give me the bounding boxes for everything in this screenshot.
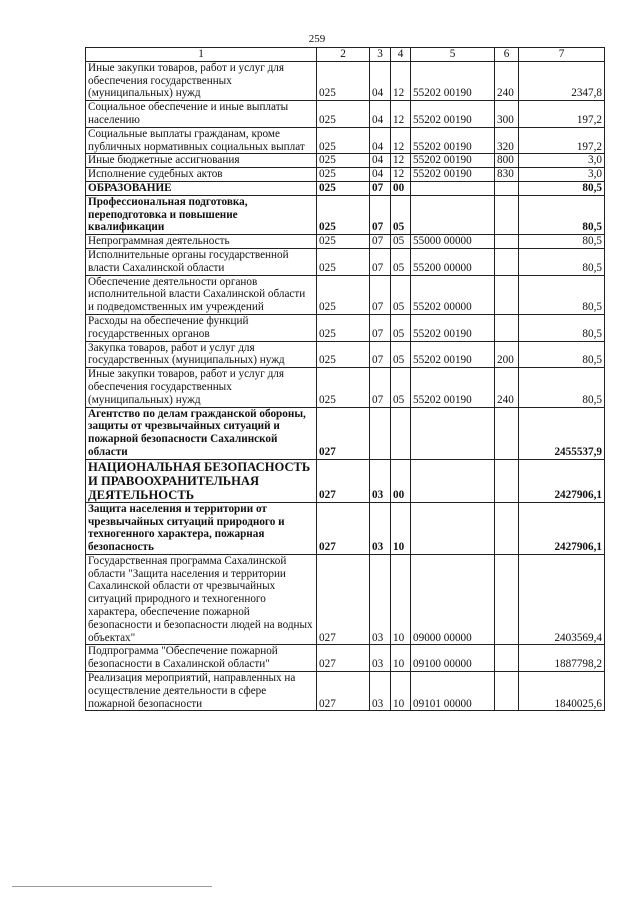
row-target-article-cell (411, 459, 495, 502)
row-section-cell (370, 407, 391, 459)
footer-divider (12, 886, 212, 887)
row-name-cell: Агентство по делам гражданской обороны, защиты от чрезвычайных ситуаций и пожарной безопасности Сахалинской области (86, 407, 317, 459)
row-target-article-cell: 09100 00000 (411, 645, 495, 672)
row-amount-cell: 80,5 (519, 341, 605, 368)
row-expense-type-cell (495, 195, 519, 234)
row-ved-cell: 025 (317, 168, 370, 182)
table-row (86, 554, 605, 645)
row-subsection-cell: 10 (391, 502, 411, 554)
row-target-article-cell: 55202 00190 (411, 314, 495, 341)
row-name-cell: Государственная программа Сахалинской области "Защита населения и территории Сахалинской области от чрезвычайных ситуаций природного и техногенного характера, обеспечение пожарной безопасности и безопасности людей на водных объектах" (86, 554, 317, 645)
row-ved-cell: 025 (317, 314, 370, 341)
row-expense-type-cell: 800 (495, 154, 519, 168)
row-subsection-cell: 12 (391, 154, 411, 168)
row-amount-cell: 2347,8 (519, 61, 605, 100)
row-expense-type-cell (495, 181, 519, 195)
row-name-cell: Защита населения и территории от чрезвычайных ситуаций природного и техногенного характера, пожарная безопасность (86, 502, 317, 554)
row-amount-cell: 2455537,9 (519, 407, 605, 459)
row-expense-type-cell: 200 (495, 341, 519, 368)
row-subsection-cell (391, 407, 411, 459)
row-name-cell: Подпрограмма "Обеспечение пожарной безопасности в Сахалинской области" (86, 645, 317, 672)
row-expense-type-cell (495, 248, 519, 275)
row-target-article-cell: 55000 00000 (411, 235, 495, 249)
table-row (86, 168, 605, 182)
row-expense-type-cell: 830 (495, 168, 519, 182)
table-row (86, 275, 605, 314)
column-header: 6 (495, 48, 519, 62)
row-amount-cell: 80,5 (519, 275, 605, 314)
column-header: 4 (391, 48, 411, 62)
row-subsection-cell: 05 (391, 341, 411, 368)
row-section-cell: 04 (370, 61, 391, 100)
row-subsection-cell: 10 (391, 672, 411, 711)
row-section-cell: 03 (370, 672, 391, 711)
table-row (86, 341, 605, 368)
row-section-cell: 04 (370, 168, 391, 182)
table-row (86, 181, 605, 195)
table-row (86, 407, 605, 459)
row-amount-cell: 80,5 (519, 368, 605, 407)
row-ved-cell: 025 (317, 195, 370, 234)
row-subsection-cell: 05 (391, 195, 411, 234)
table-row (86, 235, 605, 249)
row-expense-type-cell: 240 (495, 368, 519, 407)
row-amount-cell: 2427906,1 (519, 502, 605, 554)
row-expense-type-cell (495, 554, 519, 645)
row-target-article-cell: 55202 00190 (411, 127, 495, 154)
row-ved-cell: 025 (317, 181, 370, 195)
table-row (86, 195, 605, 234)
row-section-cell: 07 (370, 248, 391, 275)
row-subsection-cell: 05 (391, 368, 411, 407)
row-target-article-cell (411, 407, 495, 459)
row-ved-cell: 025 (317, 127, 370, 154)
column-header: 1 (86, 48, 317, 62)
row-subsection-cell: 10 (391, 554, 411, 645)
row-name-cell: Иные закупки товаров, работ и услуг для обеспечения государственных (муниципальных) нужд (86, 368, 317, 407)
column-number-row (86, 48, 605, 62)
row-target-article-cell: 55202 00000 (411, 275, 495, 314)
row-subsection-cell: 12 (391, 61, 411, 100)
table-row (86, 502, 605, 554)
row-target-article-cell: 55200 00000 (411, 248, 495, 275)
row-ved-cell: 025 (317, 61, 370, 100)
row-name-cell: Исполнение судебных актов (86, 168, 317, 182)
row-section-cell: 03 (370, 554, 391, 645)
row-ved-cell: 025 (317, 341, 370, 368)
row-expense-type-cell: 320 (495, 127, 519, 154)
column-header: 2 (317, 48, 370, 62)
row-amount-cell: 197,2 (519, 101, 605, 128)
table-row (86, 459, 605, 502)
row-expense-type-cell (495, 459, 519, 502)
row-name-cell: ОБРАЗОВАНИЕ (86, 181, 317, 195)
row-subsection-cell: 00 (391, 181, 411, 195)
row-section-cell: 03 (370, 459, 391, 502)
row-target-article-cell: 09000 00000 (411, 554, 495, 645)
row-expense-type-cell (495, 235, 519, 249)
row-section-cell: 07 (370, 368, 391, 407)
row-subsection-cell: 12 (391, 168, 411, 182)
row-section-cell: 07 (370, 314, 391, 341)
row-ved-cell: 027 (317, 554, 370, 645)
row-name-cell: Социальные выплаты гражданам, кроме публичных нормативных социальных выплат (86, 127, 317, 154)
table-body (86, 48, 605, 711)
budget-table (85, 47, 605, 711)
table-row (86, 314, 605, 341)
row-target-article-cell: 55202 00190 (411, 368, 495, 407)
row-subsection-cell: 10 (391, 645, 411, 672)
row-target-article-cell: 55202 00190 (411, 154, 495, 168)
row-ved-cell: 025 (317, 248, 370, 275)
row-name-cell: Социальное обеспечение и иные выплаты населению (86, 101, 317, 128)
row-expense-type-cell: 240 (495, 61, 519, 100)
row-section-cell: 07 (370, 275, 391, 314)
row-expense-type-cell (495, 314, 519, 341)
row-target-article-cell: 55202 00190 (411, 168, 495, 182)
row-subsection-cell: 05 (391, 314, 411, 341)
row-ved-cell: 027 (317, 407, 370, 459)
row-name-cell: Иные бюджетные ассигнования (86, 154, 317, 168)
row-subsection-cell: 00 (391, 459, 411, 502)
row-expense-type-cell (495, 407, 519, 459)
row-ved-cell: 027 (317, 645, 370, 672)
column-header: 5 (411, 48, 495, 62)
row-ved-cell: 025 (317, 154, 370, 168)
row-section-cell: 07 (370, 235, 391, 249)
row-amount-cell: 3,0 (519, 154, 605, 168)
column-header: 7 (519, 48, 605, 62)
row-target-article-cell (411, 195, 495, 234)
row-ved-cell: 025 (317, 101, 370, 128)
table-row (86, 127, 605, 154)
row-section-cell: 07 (370, 341, 391, 368)
row-ved-cell: 027 (317, 502, 370, 554)
row-name-cell: Обеспечение деятельности органов исполнительной власти Сахалинской области и подведомственных им учреждений (86, 275, 317, 314)
row-subsection-cell: 05 (391, 275, 411, 314)
row-amount-cell: 80,5 (519, 314, 605, 341)
row-section-cell: 03 (370, 645, 391, 672)
row-subsection-cell: 05 (391, 248, 411, 275)
row-name-cell: Исполнительные органы государственной власти Сахалинской области (86, 248, 317, 275)
row-section-cell: 07 (370, 195, 391, 234)
row-expense-type-cell (495, 502, 519, 554)
row-subsection-cell: 12 (391, 101, 411, 128)
row-section-cell: 04 (370, 127, 391, 154)
row-amount-cell: 197,2 (519, 127, 605, 154)
row-ved-cell: 027 (317, 672, 370, 711)
row-target-article-cell (411, 181, 495, 195)
column-header: 3 (370, 48, 391, 62)
row-name-cell: Профессиональная подготовка, переподготовка и повышение квалификации (86, 195, 317, 234)
row-amount-cell: 80,5 (519, 181, 605, 195)
row-amount-cell: 80,5 (519, 248, 605, 275)
table-row (86, 672, 605, 711)
row-target-article-cell: 55202 00190 (411, 61, 495, 100)
row-name-cell: Непрограммная деятельность (86, 235, 317, 249)
table-row (86, 154, 605, 168)
row-amount-cell: 3,0 (519, 168, 605, 182)
row-name-cell: Расходы на обеспечение функций государственных органов (86, 314, 317, 341)
row-expense-type-cell (495, 275, 519, 314)
row-ved-cell: 027 (317, 459, 370, 502)
row-subsection-cell: 12 (391, 127, 411, 154)
row-subsection-cell: 05 (391, 235, 411, 249)
row-section-cell: 04 (370, 101, 391, 128)
row-section-cell: 07 (370, 181, 391, 195)
row-target-article-cell: 55202 00190 (411, 101, 495, 128)
row-target-article-cell: 55202 00190 (411, 341, 495, 368)
row-amount-cell: 2403569,4 (519, 554, 605, 645)
table-row (86, 248, 605, 275)
table-row (86, 368, 605, 407)
row-amount-cell: 2427906,1 (519, 459, 605, 502)
row-section-cell: 03 (370, 502, 391, 554)
row-name-cell: Реализация мероприятий, направленных на осуществление деятельности в сфере пожарной безопасности (86, 672, 317, 711)
row-amount-cell: 80,5 (519, 235, 605, 249)
row-amount-cell: 1840025,6 (519, 672, 605, 711)
row-name-cell: Иные закупки товаров, работ и услуг для обеспечения государственных (муниципальных) нужд (86, 61, 317, 100)
row-section-cell: 04 (370, 154, 391, 168)
table-row (86, 61, 605, 100)
row-target-article-cell: 09101 00000 (411, 672, 495, 711)
row-ved-cell: 025 (317, 235, 370, 249)
row-target-article-cell (411, 502, 495, 554)
page-number: 259 (308, 33, 326, 45)
row-expense-type-cell (495, 645, 519, 672)
table-row (86, 101, 605, 128)
table-row (86, 645, 605, 672)
row-expense-type-cell: 300 (495, 101, 519, 128)
row-ved-cell: 025 (317, 368, 370, 407)
row-amount-cell: 1887798,2 (519, 645, 605, 672)
row-name-cell: Закупка товаров, работ и услуг для государственных (муниципальных) нужд (86, 341, 317, 368)
row-ved-cell: 025 (317, 275, 370, 314)
row-name-cell: НАЦИОНАЛЬНАЯ БЕЗОПАСНОСТЬ И ПРАВООХРАНИТЕЛЬНАЯ ДЕЯТЕЛЬНОСТЬ (86, 459, 317, 502)
row-amount-cell: 80,5 (519, 195, 605, 234)
row-expense-type-cell (495, 672, 519, 711)
